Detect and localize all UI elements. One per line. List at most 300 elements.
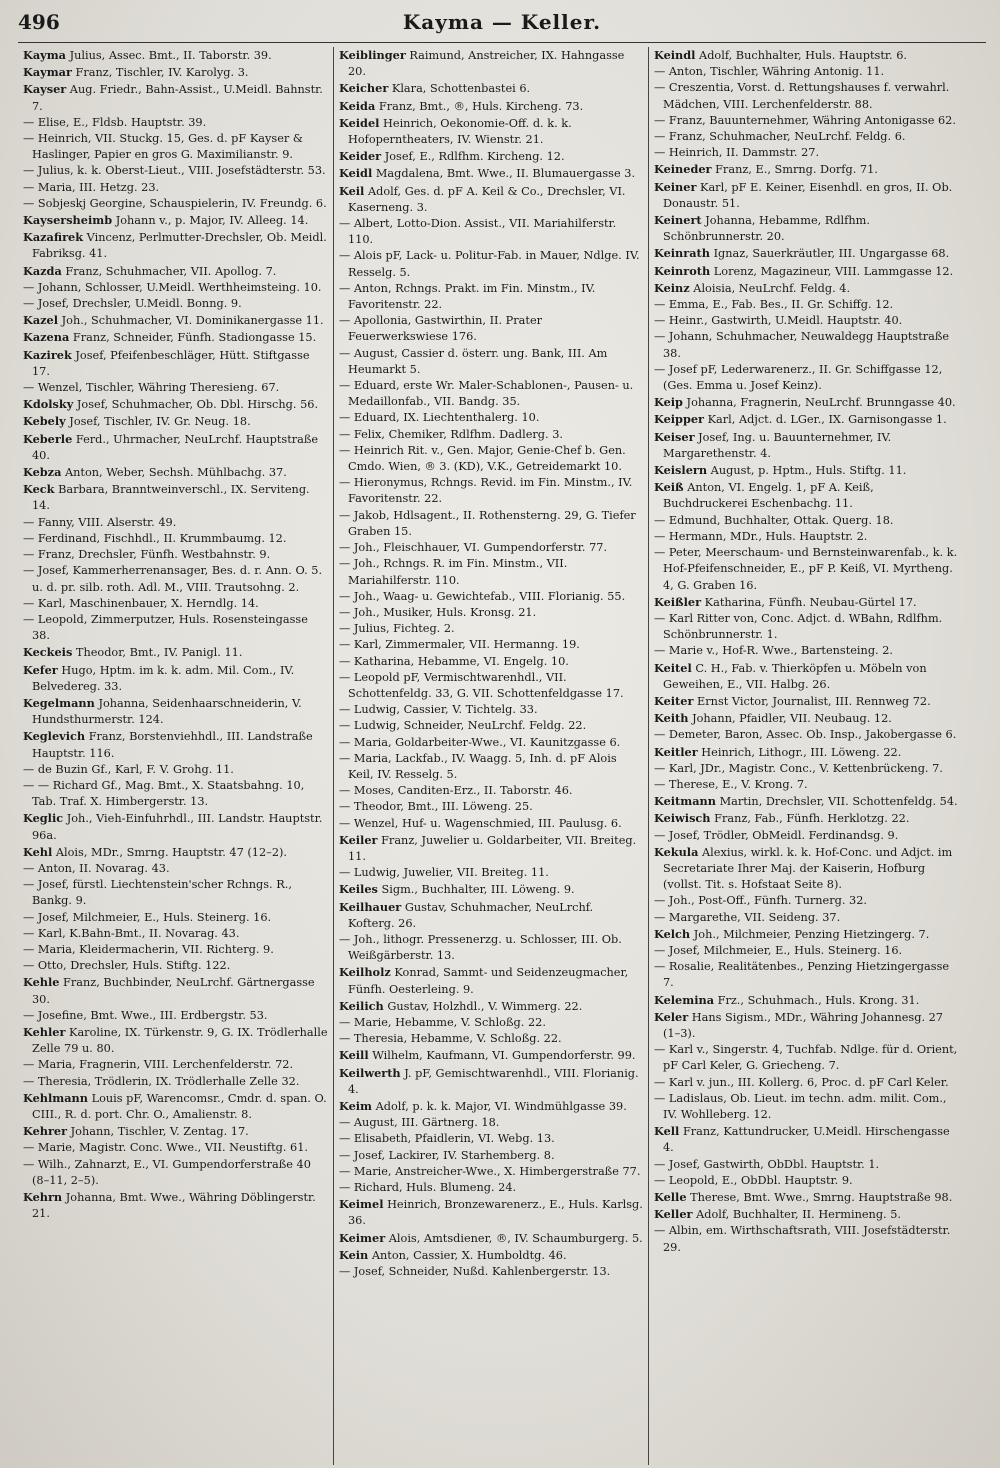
entry-surname: Keim: [339, 1099, 373, 1113]
entry-details: — Hermann, MDr., Huls. Hauptstr. 2.: [654, 529, 868, 543]
directory-entry: [339, 637, 643, 653]
entry-surname: Kehle: [23, 975, 60, 990]
entry-details: Franz, Schneider, Fünfh. Stadiongasse 15.: [72, 331, 317, 345]
entry-surname: Keitler: [654, 744, 698, 759]
directory-entry: [654, 545, 958, 594]
directory-entry: [339, 899, 643, 932]
directory-entry: [339, 216, 643, 248]
entry-details: — August, III. Gärtnerg. 18.: [339, 1116, 500, 1130]
directory-entry: [339, 799, 643, 815]
entry-details: Heinrich, Lithogr., III. Löweng. 22.: [701, 745, 902, 759]
entry-details: — Maria, Goldarbeiter-Wwe., VI. Kaunitzgasse 6.: [339, 735, 621, 749]
entry-details: Franz, Tischler, IV. Karolyg. 3.: [75, 66, 249, 80]
entry-details: — Apollonia, Gastwirthin, II. Prater Feuerwerkswiese 176.: [339, 314, 543, 344]
directory-entry: [654, 362, 958, 394]
directory-entry: [23, 662, 328, 695]
directory-entry: [654, 1157, 958, 1173]
entry-details: Franz, Buchbinder, NeuLrchf. Gärtnergasse 30.: [32, 976, 315, 1006]
entry-surname: Keißler: [654, 594, 702, 609]
entry-details: — Karl v. jun., III. Kollerg. 6, Proc. d. pF Carl Keler.: [654, 1075, 949, 1089]
entry-surname: Keglevich: [23, 729, 86, 744]
directory-entry: [339, 346, 643, 378]
entry-details: — Josef, fürstl. Liechtenstein'scher Rchngs. R., Bankg. 9.: [23, 878, 292, 908]
entry-details: Sigm., Buchhalter, III. Löweng. 9.: [381, 883, 575, 897]
entry-surname: Keicher: [339, 81, 389, 96]
entry-details: Josef, E., Rdlfhm. Kircheng. 12.: [384, 150, 565, 164]
entry-details: — Franz, Schuhmacher, NeuLrchf. Feldg. 6.: [654, 130, 906, 144]
directory-entry: [23, 728, 328, 761]
entry-details: Wilhelm, Kaufmann, VI. Gumpendorferstr. 99.: [372, 1049, 636, 1063]
entry-surname: Keckeis: [23, 645, 73, 660]
entry-surname: Keipper: [654, 412, 704, 427]
directory-entry: [339, 98, 643, 115]
entry-details: Theodor, Bmt., IV. Panigl. 11.: [75, 646, 243, 660]
entry-details: Adolf, Buchhalter, Huls. Hauptstr. 6.: [699, 49, 907, 62]
entry-details: — Josef, Lackirer, IV. Starhemberg. 8.: [339, 1148, 555, 1162]
entry-details: — Marie, Anstreicher-Wwe., X. Himbergerstraße 77.: [339, 1164, 641, 1178]
directory-entry: [654, 394, 958, 411]
entry-surname: Keinz: [654, 280, 690, 295]
directory-entry: [654, 212, 958, 245]
directory-entry: [23, 644, 328, 661]
entry-surname: Keineder: [654, 162, 712, 177]
directory-entry: [23, 547, 328, 563]
directory-entry: [339, 165, 643, 182]
directory-entry: [23, 612, 328, 644]
entry-surname: Keglic: [23, 811, 64, 826]
entry-details: — Julius, k. k. Oberst-Lieut., VIII. Josefstädterstr. 53.: [23, 164, 326, 178]
directory-entry: [23, 877, 328, 909]
entry-surname: Kaymar: [23, 65, 72, 80]
entry-details: — Ferdinand, Fischhdl., II. Krummbaumg. 12.: [23, 531, 287, 545]
entry-details: — Felix, Chemiker, Rdlfhm. Dadlerg. 3.: [339, 427, 563, 441]
entry-surname: Keilhauer: [339, 899, 402, 914]
directory-entry: [23, 1074, 328, 1090]
entry-surname: Kazda: [23, 263, 62, 278]
directory-entry: [339, 183, 643, 216]
entry-surname: Kegelmann: [23, 695, 95, 710]
entry-details: Franz, Fab., Fünfh. Herklotzg. 22.: [714, 812, 910, 826]
entry-surname: Kayser: [23, 82, 67, 97]
entry-details: Johann, Pfaidler, VII. Neubaug. 12.: [692, 712, 892, 726]
directory-entry: [23, 1008, 328, 1024]
directory-entry: [339, 1047, 643, 1064]
directory-entry: [23, 563, 328, 595]
directory-entry: [339, 932, 643, 964]
entry-details: — Ludwig, Schneider, NeuLrchf. Feldg. 22.: [339, 719, 587, 733]
directory-entry: [339, 148, 643, 165]
entry-details: Ignaz, Sauerkräutler, III. Ungargasse 68.: [713, 247, 950, 261]
running-head: Kayma — Keller.: [402, 10, 602, 34]
entry-surname: Kelle: [654, 1190, 687, 1205]
directory-entry: [23, 861, 328, 877]
directory-entry: [339, 1148, 643, 1164]
entry-details: — Franz, Drechsler, Fünfh. Westbahnstr. 9.: [23, 548, 271, 562]
directory-entry: [654, 1189, 958, 1206]
entry-surname: Kaysersheimb: [23, 213, 113, 228]
directory-entry: [23, 762, 328, 778]
directory-entry: [339, 508, 643, 540]
entry-details: — Joh., lithogr. Pressenerzg. u. Schlosser, III. Ob. Weißgärberstr. 13.: [339, 932, 622, 963]
entry-surname: Kebza: [23, 465, 62, 480]
directory-entry: [654, 910, 958, 926]
entry-details: Josef, Ing. u. Bauunternehmer, IV. Margarethenstr. 4.: [663, 430, 892, 460]
entry-details: Vincenz, Perlmutter-Drechsler, Ob. Meidl. Fabriksg. 41.: [32, 231, 327, 261]
entry-details: — Johann, Schuhmacher, Neuwaldegg Hauptstraße 38.: [654, 330, 950, 360]
directory-entry: [654, 113, 958, 129]
entry-details: — Karl v., Singerstr. 4, Tuchfab. Ndlge. für d. Orient, pF Carl Keler, G. Griecheng. 7.: [654, 1043, 958, 1073]
entry-details: Joh., Milchmeier, Penzing Hietzingerg. 7.: [693, 927, 930, 941]
directory-entry: [23, 180, 328, 196]
entry-details: Therese, Bmt. Wwe., Smrng. Hauptstraße 98.: [690, 1191, 953, 1205]
directory-entry: [23, 926, 328, 942]
entry-details: — Karl, Zimmermaler, VII. Hermanng. 19.: [339, 638, 580, 652]
directory-entry: [23, 958, 328, 974]
directory-entry: [339, 281, 643, 313]
directory-entry: [339, 589, 643, 605]
entry-details: Gustav, Holzhdl., V. Wimmerg. 22.: [387, 999, 583, 1013]
entry-details: Hugo, Hptm. im k. k. adm. Mil. Com., IV. Belvedereg. 33.: [32, 663, 295, 693]
directory-entry: [339, 751, 643, 783]
entry-details: Aug. Friedr., Bahn-Assist., U.Meidl. Bahnstr. 7.: [32, 83, 323, 113]
directory-entry: [23, 312, 328, 329]
directory-entry: [339, 115, 643, 148]
directory-entry: [23, 115, 328, 131]
entry-details: — Joh., Musiker, Huls. Kronsg. 21.: [339, 605, 537, 619]
entry-details: — Karl, JDr., Magistr. Conc., V. Kettenbrückeng. 7.: [654, 761, 943, 775]
entry-details: — Moses, Canditen-Erz., II. Taborstr. 46.: [339, 784, 573, 798]
directory-entry: [23, 296, 328, 312]
entry-surname: Keiß: [654, 480, 684, 495]
entry-details: — Josef pF, Lederwarenerz., II. Gr. Schiffgasse 12, (Ges. Emma u. Josef Keinz).: [654, 362, 943, 393]
directory-entry: [339, 427, 643, 443]
entry-surname: Keinert: [654, 213, 702, 228]
entry-surname: Keinrath: [654, 246, 710, 261]
entry-surname: Keiser: [654, 429, 695, 444]
directory-entry: [23, 329, 328, 346]
entry-surname: Kayma: [23, 48, 66, 62]
entry-surname: Kekula: [654, 844, 699, 859]
directory-entry: [23, 229, 328, 262]
page-number: 496: [18, 10, 60, 34]
entry-details: — Katharina, Hebamme, VI. Engelg. 10.: [339, 654, 569, 668]
column-middle: [333, 47, 648, 1465]
entry-details: Julius, Assec. Bmt., II. Taborstr. 39.: [69, 49, 272, 62]
directory-entry: [339, 816, 643, 832]
directory-entry: [654, 727, 958, 743]
entry-details: Konrad, Sammt- und Seidenzeugmacher, Fünfh. Oesterleing. 9.: [348, 966, 629, 996]
entry-details: — Fanny, VIII. Alserstr. 49.: [23, 515, 177, 529]
directory-entry: [23, 1157, 328, 1189]
directory-entry: [339, 1065, 643, 1098]
entry-details: — Josef, Schneider, Nußd. Kahlenbergerstr. 13.: [339, 1265, 611, 1279]
entry-details: Katharina, Fünfh. Neubau-Gürtel 17.: [704, 595, 917, 609]
entry-details: — August, Cassier d. österr. ung. Bank, III. Am Heumarkt 5.: [339, 346, 608, 376]
entry-surname: Kehrer: [23, 1124, 68, 1139]
directory-entry: [23, 531, 328, 547]
entry-surname: Keiles: [339, 882, 378, 897]
directory-entry: [23, 64, 328, 81]
directory-entry: [23, 1140, 328, 1156]
directory-entry: [339, 621, 643, 637]
entry-details: Klara, Schottenbastei 6.: [391, 82, 531, 96]
directory-entry: [654, 145, 958, 161]
entry-details: — Josef, Milchmeier, E., Huls. Steinerg. 16.: [654, 943, 903, 957]
entry-details: — Karl, Maschinenbauer, X. Herndlg. 14.: [23, 596, 259, 610]
directory-entry: [23, 396, 328, 413]
entry-surname: Keiner: [654, 179, 697, 194]
directory-entry: [23, 778, 328, 810]
entry-details: — Joh., Fleischhauer, VI. Gumpendorferstr. 77.: [339, 541, 608, 555]
directory-entry: [654, 513, 958, 529]
entry-surname: Kdolsky: [23, 397, 74, 412]
directory-entry: [654, 1123, 958, 1156]
directory-entry: [23, 974, 328, 1007]
entry-details: — Heinrich, VII. Stuckg. 15, Ges. d. pF Kayser & Haslinger, Papier en gros G. Maximilianstr. 9.: [23, 132, 303, 162]
entry-details: — Marie v., Hof-R. Wwe., Bartensteing. 2.: [654, 644, 894, 658]
entry-details: — Theresia, Hebamme, V. Schloßg. 22.: [339, 1032, 562, 1046]
entry-surname: Keida: [339, 98, 376, 113]
entry-details: — Josef, Trödler, ObMeidl. Ferdinandsg. 9.: [654, 828, 899, 842]
entry-details: Heinrich, Oekonomie-Off. d. k. k. Hofoperntheaters, IV. Wienstr. 21.: [348, 116, 572, 147]
directory-entry: [654, 1173, 958, 1189]
directory-entry: [23, 844, 328, 861]
entry-surname: Kehl: [23, 844, 53, 859]
page-header: [18, 8, 986, 43]
entry-surname: Kehrn: [23, 1190, 63, 1205]
entry-details: — de Buzin Gf., Karl, F. V. Grohg. 11.: [23, 762, 234, 776]
directory-entry: [339, 443, 643, 475]
entry-details: — Creszentia, Vorst. d. Rettungshauses f. verwahrl. Mädchen, VIII. Lerchenfelderstr. 88.: [654, 81, 950, 111]
directory-entry: [654, 1206, 958, 1223]
entry-details: Franz, Juwelier u. Goldarbeiter, VII. Breiteg. 11.: [348, 833, 637, 863]
entry-details: — Therese, E., V. Krong. 7.: [654, 777, 808, 791]
entry-details: — Julius, Fichteg. 2.: [339, 622, 455, 636]
directory-entry: [339, 654, 643, 670]
entry-surname: Kazirek: [23, 347, 72, 362]
directory-entry: [654, 710, 958, 727]
directory-entry: [654, 280, 958, 297]
directory-entry: [23, 810, 328, 843]
entry-details: — Albin, em. Wirthschaftsrath, VIII. Josefstädterstr. 29.: [654, 1224, 951, 1254]
entry-surname: Keiter: [654, 693, 694, 708]
directory-entry: [23, 515, 328, 531]
entry-details: Frz., Schuhmach., Huls. Krong. 31.: [717, 993, 920, 1007]
entry-details: — Maria, Kleidermacherin, VII. Richterg. 9.: [23, 942, 274, 956]
entry-details: — Leopold pF, Vermischtwarenhdl., VII. Schottenfeldg. 33, G. VII. Schottenfeldgasse 17.: [339, 670, 624, 700]
entry-surname: Keilich: [339, 998, 384, 1013]
directory-entry: [23, 431, 328, 464]
entry-details: Hans Sigism., MDr., Währing Johannesg. 27 (1–3).: [663, 1010, 943, 1040]
entry-details: August, p. Hptm., Huls. Stiftg. 11.: [710, 464, 907, 478]
entry-surname: Keip: [654, 395, 683, 410]
entry-surname: Keil: [339, 183, 365, 198]
entry-surname: Keidel: [339, 115, 380, 130]
entry-details: — Josefine, Bmt. Wwe., III. Erdbergstr. 53.: [23, 1008, 268, 1022]
directory-entry: [654, 179, 958, 212]
directory-entry: [654, 245, 958, 262]
directory-entry: [654, 1091, 958, 1123]
directory-entry: [23, 163, 328, 179]
directory-entry: [339, 47, 643, 80]
directory-entry: [339, 1015, 643, 1031]
entry-surname: Kein: [339, 1247, 369, 1262]
entry-surname: Keilholz: [339, 965, 391, 980]
entry-details: — Joh., Waag- u. Gewichtefab., VIII. Florianig. 55.: [339, 589, 626, 603]
directory-entry: [339, 1098, 643, 1115]
entry-details: Karl, pF E. Keiner, Eisenhdl. en gros, II. Ob. Donaustr. 51.: [663, 180, 953, 210]
entry-details: Ernst Victor, Journalist, III. Rennweg 72.: [697, 694, 931, 708]
entry-details: — Eduard, IX. Liechtenthalerg. 10.: [339, 411, 540, 425]
directory-entry: [654, 744, 958, 761]
entry-details: — Wenzel, Tischler, Währing Theresieng. 67.: [23, 381, 280, 395]
directory-entry: [339, 1164, 643, 1180]
entry-details: — Heinr., Gastwirth, U.Meidl. Hauptstr. 40.: [654, 314, 903, 328]
directory-entry: [23, 280, 328, 296]
entry-details: — Edmund, Buchhalter, Ottak. Querg. 18.: [654, 513, 894, 527]
directory-entry: [339, 998, 643, 1015]
entry-details: — Josef, Gastwirth, ObDbl. Hauptstr. 1.: [654, 1157, 880, 1171]
directory-entry: [23, 81, 328, 114]
entry-surname: Kefer: [23, 662, 58, 677]
directory-entry: [654, 161, 958, 178]
directory-entry: [23, 131, 328, 163]
directory-entry: [654, 129, 958, 145]
directory-entry: [23, 347, 328, 380]
entry-details: — Albert, Lotto-Dion. Assist., VII. Mariahilferstr. 110.: [339, 217, 617, 247]
directory-entry: [654, 959, 958, 991]
directory-entry: [23, 413, 328, 430]
entry-details: — Theodor, Bmt., III. Löweng. 25.: [339, 800, 533, 814]
entry-details: Franz, Schuhmacher, VII. Apollog. 7.: [65, 264, 277, 278]
entry-details: Barbara, Branntweinverschl., IX. Serviteng. 14.: [32, 483, 310, 513]
directory-entry: [339, 248, 643, 280]
directory-entry: [23, 1090, 328, 1123]
directory-entry: [339, 865, 643, 881]
entry-details: — Maria, III. Hetzg. 23.: [23, 180, 160, 194]
entry-details: Johanna, Fragnerin, NeuLrchf. Brunngasse 40.: [686, 396, 956, 410]
entry-details: — Heinrich Rit. v., Gen. Major, Genie-Chef b. Gen. Cmdo. Wien, ® 3. (KD), V.K., Getreidemarkt 10.: [339, 443, 626, 474]
directory-entry: [654, 297, 958, 313]
entry-details: — Rosalie, Realitätenbes., Penzing Hietzingergasse 7.: [654, 960, 950, 990]
entry-details: — Franz, Bauunternehmer, Währing Antonigasse 62.: [654, 113, 956, 127]
directory-entry: [23, 47, 328, 64]
entry-details: — Richard, Huls. Blumeng. 24.: [339, 1181, 517, 1195]
entry-details: Franz, E., Smrng. Dorfg. 71.: [715, 163, 878, 177]
entry-details: Aloisia, NeuLrchf. Feldg. 4.: [693, 281, 851, 295]
entry-surname: Keiler: [339, 832, 378, 847]
directory-entry: [654, 1042, 958, 1074]
entry-details: — Emma, E., Fab. Bes., II. Gr. Schiffg. 12.: [654, 298, 894, 312]
directory-entry: [654, 761, 958, 777]
entry-details: Karoline, IX. Türkenstr. 9, G. IX. Trödlerhalle Zelle 79 u. 80.: [32, 1025, 328, 1056]
entry-details: Joh., Schuhmacher, VI. Dominikanergasse 11.: [61, 314, 324, 328]
entry-surname: Keinroth: [654, 263, 711, 278]
directory-entry: [654, 643, 958, 659]
entry-surname: Kelemina: [654, 992, 715, 1007]
directory-entry: [654, 313, 958, 329]
entry-surname: Kelch: [654, 926, 691, 941]
entry-details: Johanna, Bmt. Wwe., Währing Döblingerstr. 21.: [32, 1191, 316, 1221]
directory-entry: [339, 832, 643, 865]
directory-entry: [654, 263, 958, 280]
entry-surname: Keilwerth: [339, 1065, 401, 1080]
entry-details: Alexius, wirkl. k. k. Hof-Conc. und Adjct. im Secretariate Ihrer Maj. der Kaiserin, Hofburg (vollst. Tit. s. Hofstaat Seite 8).: [663, 845, 953, 892]
entry-details: Franz, Borstenviehhdl., III. Landstraße Hauptstr. 116.: [32, 730, 313, 760]
entry-details: Josef, Schuhmacher, Ob. Dbl. Hirschg. 56.: [76, 398, 319, 412]
entry-surname: Keck: [23, 482, 55, 497]
entry-details: — Margarethe, VII. Seideng. 37.: [654, 910, 841, 924]
directory-entry: [339, 1196, 643, 1229]
entry-details: — Alois pF, Lack- u. Politur-Fab. in Mauer, Ndlge. IV. Resselg. 5.: [339, 249, 640, 279]
entry-details: — Sobjeskj Georgine, Schauspielerin, IV. Freundg. 6.: [23, 196, 327, 210]
entry-surname: Keitmann: [654, 794, 716, 809]
entry-surname: Keislern: [654, 463, 708, 478]
entry-details: — Joh., Rchngs. R. im Fin. Minstm., VII. Mariahilferstr. 110.: [339, 557, 568, 587]
directory-entry: [339, 80, 643, 97]
entry-details: — Wilh., Zahnarzt, E., VI. Gumpendorferstraße 40 (8–11, 2–5).: [23, 1157, 311, 1187]
entry-details: — Ludwig, Cassier, V. Tichtelg. 33.: [339, 703, 538, 717]
entry-surname: Kehler: [23, 1024, 66, 1039]
entry-surname: Keimer: [339, 1230, 386, 1245]
entry-details: Josef, Pfeifenbeschläger, Hütt. Stiftgasse 17.: [32, 348, 310, 378]
directory-entry: [339, 1031, 643, 1047]
directory-entry: [654, 693, 958, 710]
entry-surname: Keimel: [339, 1197, 384, 1212]
column-left: [18, 47, 333, 1465]
entry-details: C. H., Fab. v. Thierköpfen u. Möbeln von Geweihen, E., VII. Halbg. 26.: [663, 661, 927, 691]
directory-entry: [654, 47, 958, 64]
entry-details: Lorenz, Magazineur, VIII. Lammgasse 12.: [713, 264, 954, 278]
entry-surname: Keidl: [339, 166, 373, 181]
entry-details: Alois, Amtsdiener, ®, IV. Schaumburgerg. 5.: [388, 1231, 643, 1245]
directory-entry: [339, 718, 643, 734]
directory-entry: [654, 810, 958, 827]
directory-entry: [23, 481, 328, 514]
directory-entry: [654, 777, 958, 793]
entry-surname: Keith: [654, 711, 689, 726]
entry-details: — Anton, Tischler, Währing Antonig. 11.: [654, 65, 885, 79]
directory-entry: [339, 735, 643, 751]
entry-details: Raimund, Anstreicher, IX. Hahngasse 20.: [348, 49, 625, 79]
entry-details: — Josef, Drechsler, U.Meidl. Bonng. 9.: [23, 297, 242, 311]
directory-entry: [339, 702, 643, 718]
directory-entry: [654, 943, 958, 959]
entry-details: — Ladislaus, Ob. Lieut. im techn. adm. milit. Com., IV. Wohlleberg. 12.: [654, 1091, 947, 1121]
directory-entry: [339, 1180, 643, 1196]
entry-details: — Marie, Hebamme, V. Schloßg. 22.: [339, 1015, 546, 1029]
entry-details: — Eduard, erste Wr. Maler-Schablonen-, Pausen- u. Medaillonfab., VII. Bandg. 35.: [339, 379, 634, 409]
directory-entry: [339, 783, 643, 799]
directory-columns: [18, 43, 986, 1465]
entry-details: — Ludwig, Juwelier, VII. Breiteg. 11.: [339, 866, 549, 880]
entry-surname: Keler: [654, 1009, 689, 1024]
directory-entry: [339, 1264, 643, 1280]
entry-details: — Marie, Magistr. Conc. Wwe., VII. Neustiftg. 61.: [23, 1141, 309, 1155]
directory-entry: [654, 411, 958, 428]
column-right: [648, 47, 963, 1465]
entry-surname: Kazena: [23, 330, 70, 345]
directory-entry: [23, 910, 328, 926]
directory-entry: [654, 594, 958, 611]
entry-details: — Josef, Milchmeier, E., Huls. Steinerg. 16.: [23, 910, 272, 924]
directory-entry: [339, 964, 643, 997]
directory-entry: [23, 695, 328, 728]
entry-details: — Demeter, Baron, Assec. Ob. Insp., Jakobergasse 6.: [654, 728, 957, 742]
entry-details: Johanna, Seidenhaarschneiderin, V. Hundsthurmerstr. 124.: [32, 696, 302, 727]
entry-surname: Kazafirek: [23, 230, 84, 245]
entry-details: — Karl Ritter von, Conc. Adjct. d. WBahn, Rdlfhm. Schönbrunnerstr. 1.: [654, 611, 943, 642]
